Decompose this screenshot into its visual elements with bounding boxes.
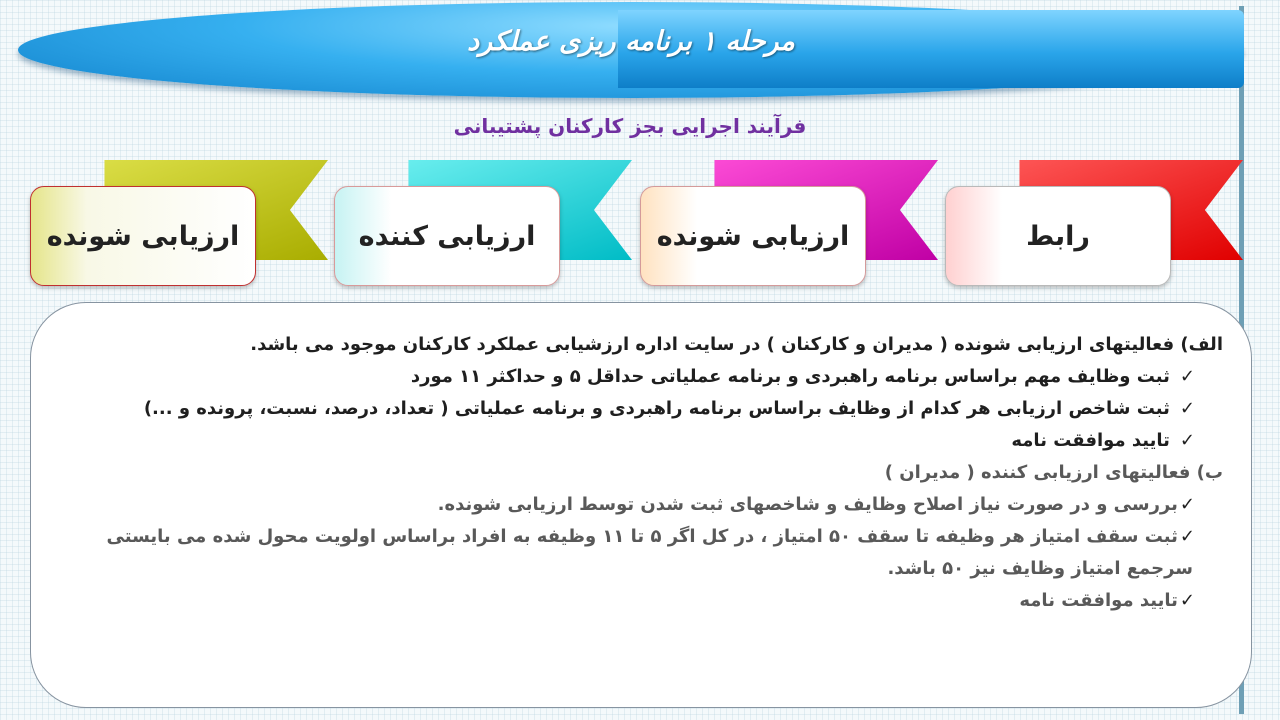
list-item — [59, 585, 1223, 617]
stage-card: ارزیابی شونده — [640, 186, 866, 286]
check-icon: ✓ — [1179, 590, 1195, 611]
section-b-heading: ب) فعالیتهای ارزیابی کننده ( مدیران ) — [884, 462, 1223, 483]
check-icon: ✓ — [1179, 526, 1195, 547]
process-stage-appraisee-final — [30, 158, 334, 290]
activities-panel — [30, 302, 1252, 708]
list-item — [59, 393, 1223, 425]
stage-card: ارزیابی شونده — [30, 186, 256, 286]
title-banner — [18, 2, 1244, 98]
list-item — [59, 425, 1223, 457]
list-item — [59, 361, 1223, 393]
list-item-text: بررسی و در صورت نیاز اصلاح وظایف و شاخصهای ثبت شدن توسط ارزیابی شونده. — [437, 494, 1178, 515]
list-item-text: ثبت سقف امتیاز هر وظیفه تا سقف ۵۰ امتیاز ، در کل اگر ۵ تا ۱۱ وظیفه به افراد براساس اولویت محول شده می بایستی — [106, 526, 1178, 547]
slide-title: مرحله ۱ برنامه ریزی عملکرد — [467, 26, 795, 57]
list-item-text: ثبت شاخص ارزیابی هر کدام از وظایف براساس برنامه راهبردی و برنامه عملیاتی ( تعداد، درصد، نسبت، پرونده و ...) — [143, 398, 1170, 419]
process-stage-appraisee — [640, 158, 944, 290]
list-item-text: تایید موافقت نامه — [1019, 590, 1178, 611]
list-item-text: ثبت وظایف مهم براساس برنامه راهبردی و برنامه عملیاتی حداقل ۵ و حداکثر ۱۱ مورد — [410, 366, 1170, 387]
check-icon: ✓ — [1179, 398, 1195, 419]
check-icon: ✓ — [1179, 366, 1195, 387]
list-item — [59, 521, 1223, 553]
check-icon: ✓ — [1179, 430, 1195, 451]
process-stage-appraiser — [334, 158, 638, 290]
check-icon: ✓ — [1179, 494, 1195, 515]
activities-text — [59, 329, 1223, 617]
list-item-continuation: سرجمع امتیاز وظایف نیز ۵۰ باشد. — [887, 558, 1193, 579]
section-a-heading: الف) فعالیتهای ارزیابی شونده ( مدیران و کارکنان ) در سایت اداره ارزشیابی عملکرد کارکنان موجود می باشد. — [250, 334, 1223, 355]
process-stage-liaison — [945, 158, 1249, 290]
list-item-text: تایید موافقت نامه — [1011, 430, 1170, 451]
stage-card: ارزیابی کننده — [334, 186, 560, 286]
slide-subtitle: فرآیند اجرایی بجز کارکنان پشتیبانی — [453, 114, 807, 138]
list-item — [59, 489, 1223, 521]
stage-card: رابط — [945, 186, 1171, 286]
